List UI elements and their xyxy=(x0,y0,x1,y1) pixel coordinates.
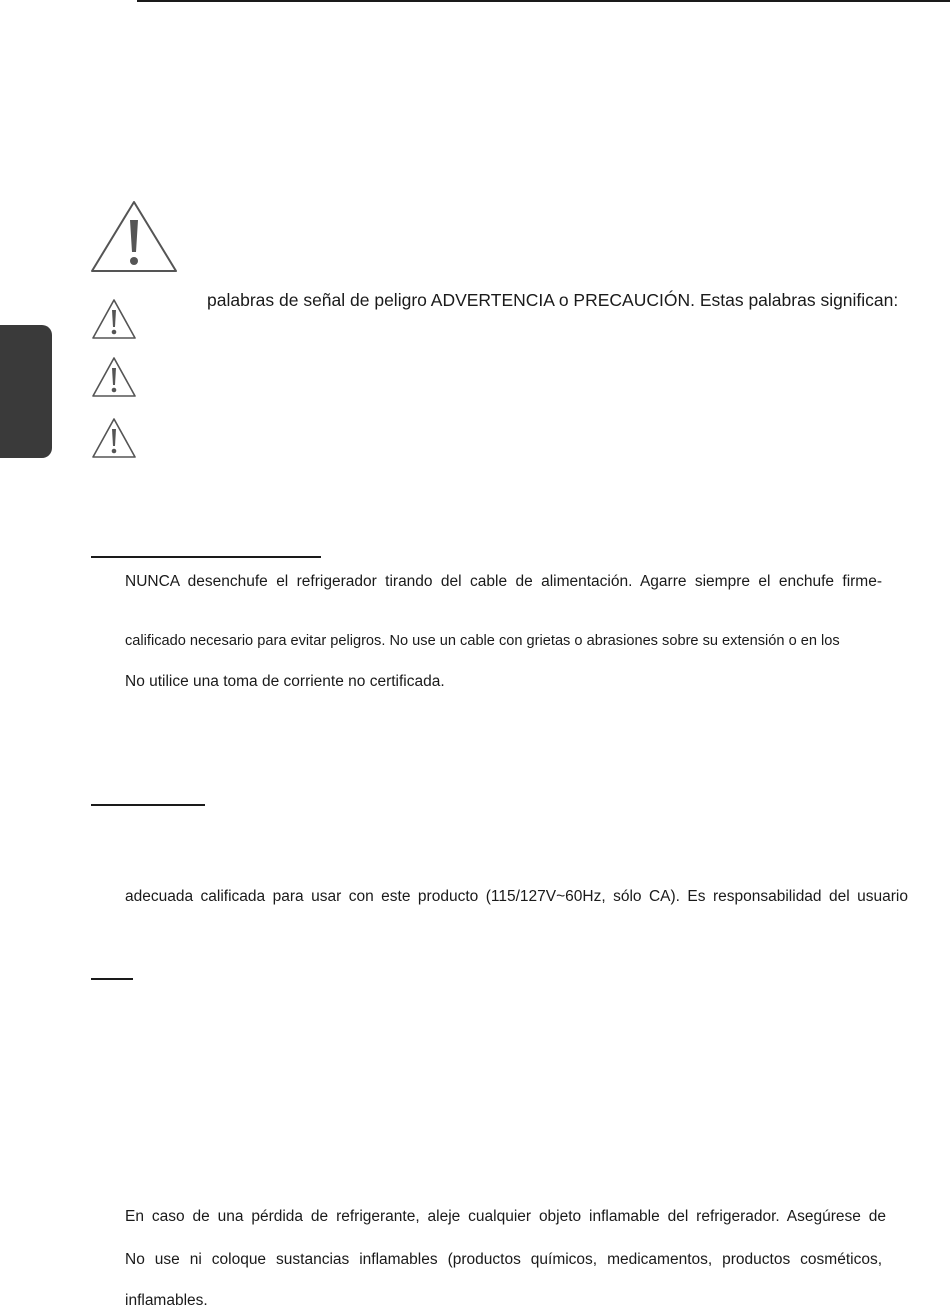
warning-triangle-icon xyxy=(91,298,137,340)
refrigerant-line-2: No use ni coloque sustancias inflamables (productos químicos, medicamentos, productos cosméticos, xyxy=(125,1251,882,1268)
warning-triangle-icon xyxy=(91,417,137,459)
section-heading-rule xyxy=(91,978,133,980)
top-rule xyxy=(137,0,950,2)
power-line-1: NUNCA desenchufe el refrigerador tirando del cable de alimentación. Agarre siempre el enchufe firme- xyxy=(125,573,882,590)
warning-triangle-icon xyxy=(91,356,137,398)
refrigerant-line-3: inflamables. xyxy=(125,1292,208,1309)
language-side-tab xyxy=(0,325,52,458)
power-line-2: calificado necesario para evitar peligros. No use un cable con grietas o abrasiones sobre su extensión o en los xyxy=(125,633,840,649)
section-heading-rule xyxy=(91,556,321,558)
warning-triangle-icon xyxy=(90,200,178,273)
grounding-line: adecuada calificada para usar con este producto (115/127V~60Hz, sólo CA). Es responsabilidad del usuario xyxy=(125,888,908,905)
power-line-3: No utilice una toma de corriente no certificada. xyxy=(125,673,445,690)
section-heading-rule xyxy=(91,804,205,806)
signal-words-line: palabras de señal de peligro ADVERTENCIA o PRECAUCIÓN. Estas palabras significan: xyxy=(207,290,899,310)
refrigerant-line-1: En caso de una pérdida de refrigerante, aleje cualquier objeto inflamable del refrigerador. Asegúrese de xyxy=(125,1208,886,1225)
